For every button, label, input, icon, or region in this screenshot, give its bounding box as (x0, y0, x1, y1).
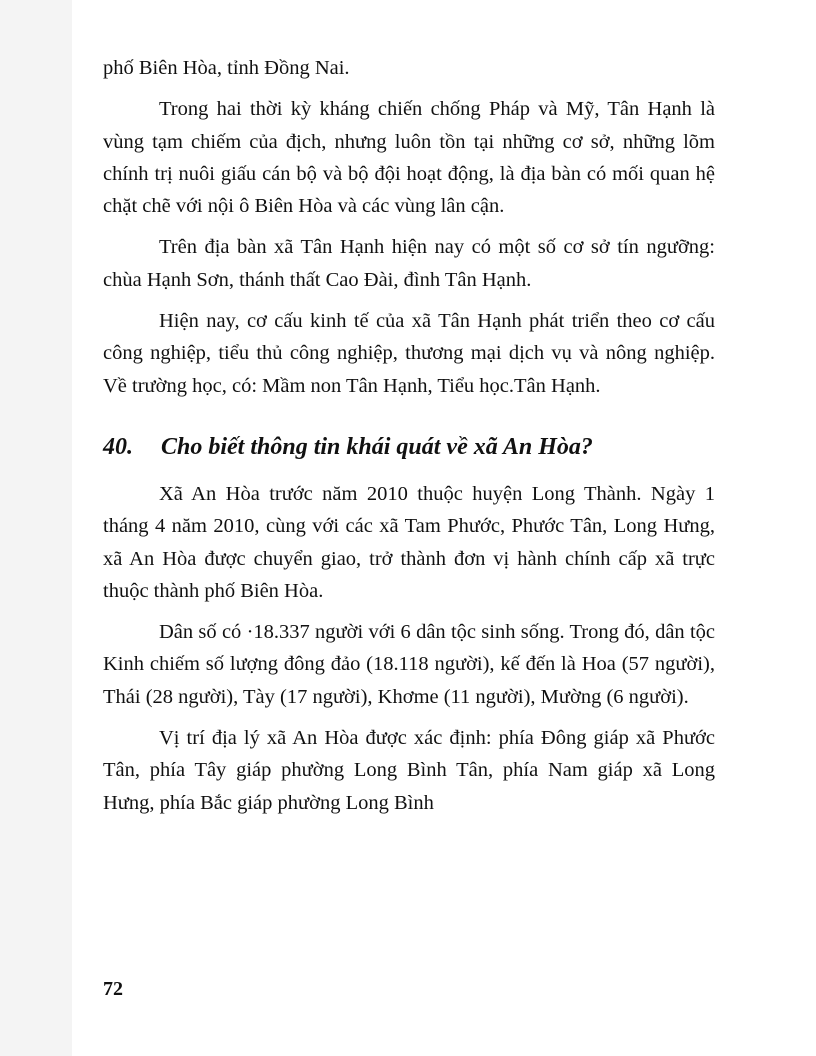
scan-margin (0, 0, 72, 1056)
paragraph-geography: Vị trí địa lý xã An Hòa được xác định: phía Đông giáp xã Phước Tân, phía Tây giáp phường Long Bình Tân, phía Nam giáp xã Long Hưng, phía Bắc giáp phường Long Bình (103, 727, 715, 814)
page-number: 72 (103, 978, 123, 1000)
paragraph-economy: Hiện nay, cơ cấu kinh tế của xã Tân Hạnh phát triển theo cơ cấu công nghiệp, tiểu thủ công nghiệp, thương mại dịch vụ và nông nghiệp. Về trường học, có: Mầm non Tân Hạnh, Tiểu học.Tân Hạnh. (103, 310, 715, 397)
section-heading (103, 430, 715, 464)
paragraph-religion: Trên địa bàn xã Tân Hạnh hiện nay có một số cơ sở tín ngưỡng: chùa Hạnh Sơn, thánh thất Cao Đài, đình Tân Hạnh. (103, 236, 715, 291)
page-body (103, 52, 715, 828)
section-title: Cho biết thông tin khái quát về xã An Hòa? (161, 433, 593, 460)
paragraph-population: Dân số có ·18.337 người với 6 dân tộc sinh sống. Trong đó, dân tộc Kinh chiếm số lượng đông đảo (18.118 người), kế đến là Hoa (57 người), Thái (28 người), Tày (17 người), Khơme (11 người), Mường (6 người). (103, 621, 715, 708)
paragraph-an-hoa-history: Xã An Hòa trước năm 2010 thuộc huyện Long Thành. Ngày 1 tháng 4 năm 2010, cùng với các xã Tam Phước, Phước Tân, Long Hưng, xã An Hòa được chuyển giao, trở thành đơn vị hành chính cấp xã trực thuộc thành phố Biên Hòa. (103, 482, 715, 602)
paragraph-continuation: phố Biên Hòa, tỉnh Đồng Nai. (103, 57, 350, 79)
section-number: 40. (103, 433, 133, 460)
paragraph-history: Trong hai thời kỳ kháng chiến chống Pháp và Mỹ, Tân Hạnh là vùng tạm chiếm của địch, nhưng luôn tồn tại những cơ sở, những lõm chính trị nuôi giấu cán bộ và bộ đội hoạt động, là địa bàn có mối quan hệ chặt chẽ với nội ô Biên Hòa và các vùng lân cận. (103, 98, 715, 218)
